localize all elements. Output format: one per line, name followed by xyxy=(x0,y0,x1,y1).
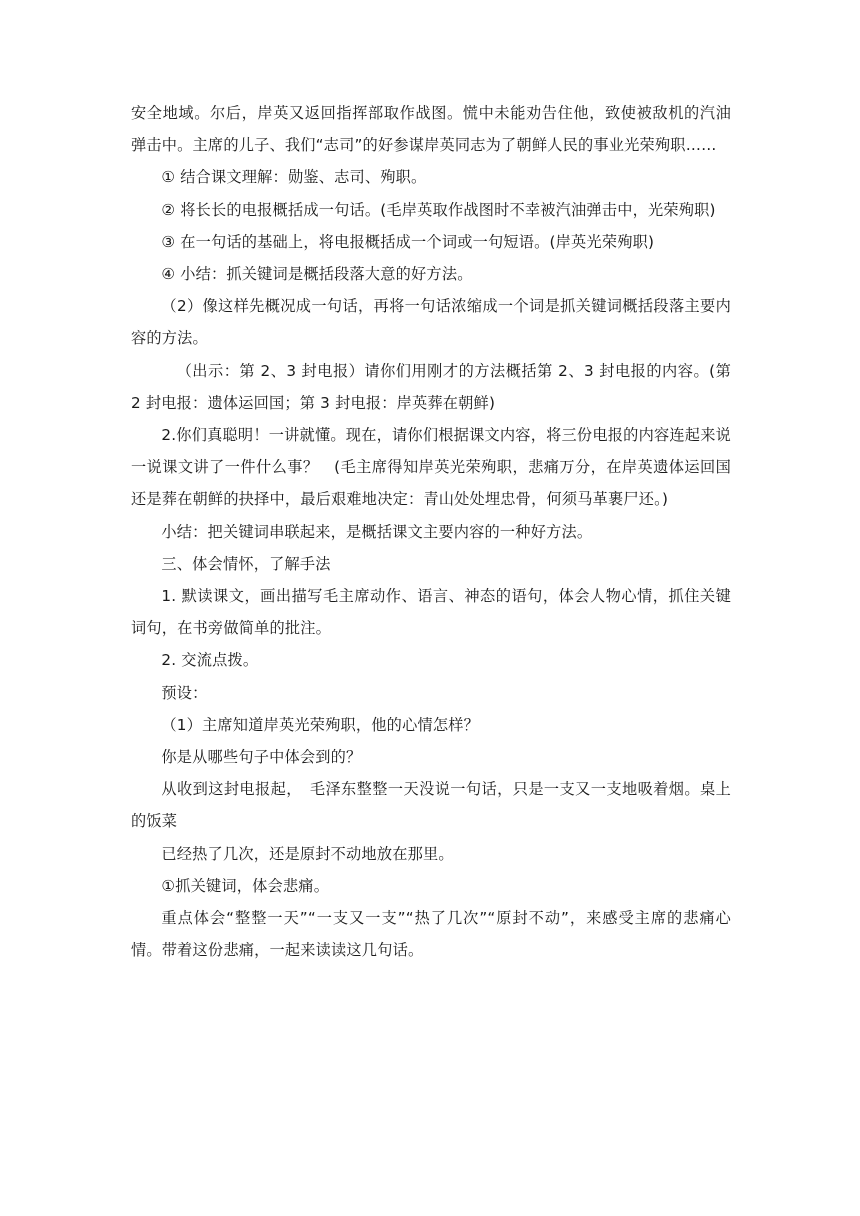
paragraph: 重点体会“整整一天”“一支又一支”“热了几次”“原封不动”，来感受主席的悲痛心情。带着这份悲痛，一起来读读这几句话。 xyxy=(131,909,731,960)
section-heading: 三、体会情怀，了解手法 xyxy=(161,554,331,573)
paragraph: ② 将长长的电报概括成一句话。(毛岸英取作战图时不幸被汽油弹击中，光荣殉职) xyxy=(161,200,716,219)
quoted-text: 从收到这封电报起， 毛泽东整整一天没说一句话，只是一支又一支地吸着烟。桌上的饭菜 xyxy=(131,780,731,831)
document-body xyxy=(131,97,731,966)
paragraph: 预设： xyxy=(161,683,208,702)
paragraph: 小结：把关键词串联起来，是概括课文主要内容的一种好方法。 xyxy=(161,522,593,541)
paragraph: 安全地域。尔后，岸英又返回指挥部取作战图。慌中未能劝告住他，致使被敌机的汽油弹击中。主席的儿子、我们“志司”的好参谋岸英同志为了朝鲜人民的事业光荣殉职…… xyxy=(131,104,731,155)
paragraph: 2.你们真聪明！一讲就懂。现在，请你们根据课文内容，将三份电报的内容连起来说一说课文讲了一件什么事？ (毛主席得知岸英光荣殉职，悲痛万分，在岸英遗体运回国还是葬在朝鲜的抉择中，最后艰难地决定：青山处处埋忠骨，何须马革裹尸还。) xyxy=(131,426,731,509)
quoted-text: 已经热了几次，还是原封不动地放在那里。 xyxy=(161,844,454,863)
paragraph: 2. 交流点拨。 xyxy=(161,651,259,670)
paragraph: ③ 在一句话的基础上，将电报概括成一个词或一句短语。(岸英光荣殉职) xyxy=(161,232,655,251)
paragraph: （1）主席知道岸英光荣殉职，他的心情怎样？ xyxy=(161,715,480,734)
paragraph: （2）像这样先概况成一句话，再将一句话浓缩成一个词是抓关键词概括段落主要内容的方法。 xyxy=(131,297,731,348)
paragraph: ④ 小结：抓关键词是概括段落大意的好方法。 xyxy=(161,265,473,284)
paragraph: 你是从哪些句子中体会到的？ xyxy=(161,748,362,767)
paragraph: ①抓关键词，体会悲痛。 xyxy=(161,876,330,895)
paragraph: ① 结合课文理解：勋鉴、志司、殉职。 xyxy=(161,168,427,187)
paragraph: 1. 默读课文，画出描写毛主席动作、语言、神态的语句，体会人物心情，抓住关键词句，在书旁做简单的批注。 xyxy=(131,587,731,638)
paragraph: （出示：第 2、3 封电报）请你们用刚才的方法概括第 2、3 封电报的内容。(第 2 封电报：遗体运回国；第 3 封电报：岸英葬在朝鲜) xyxy=(131,361,731,412)
